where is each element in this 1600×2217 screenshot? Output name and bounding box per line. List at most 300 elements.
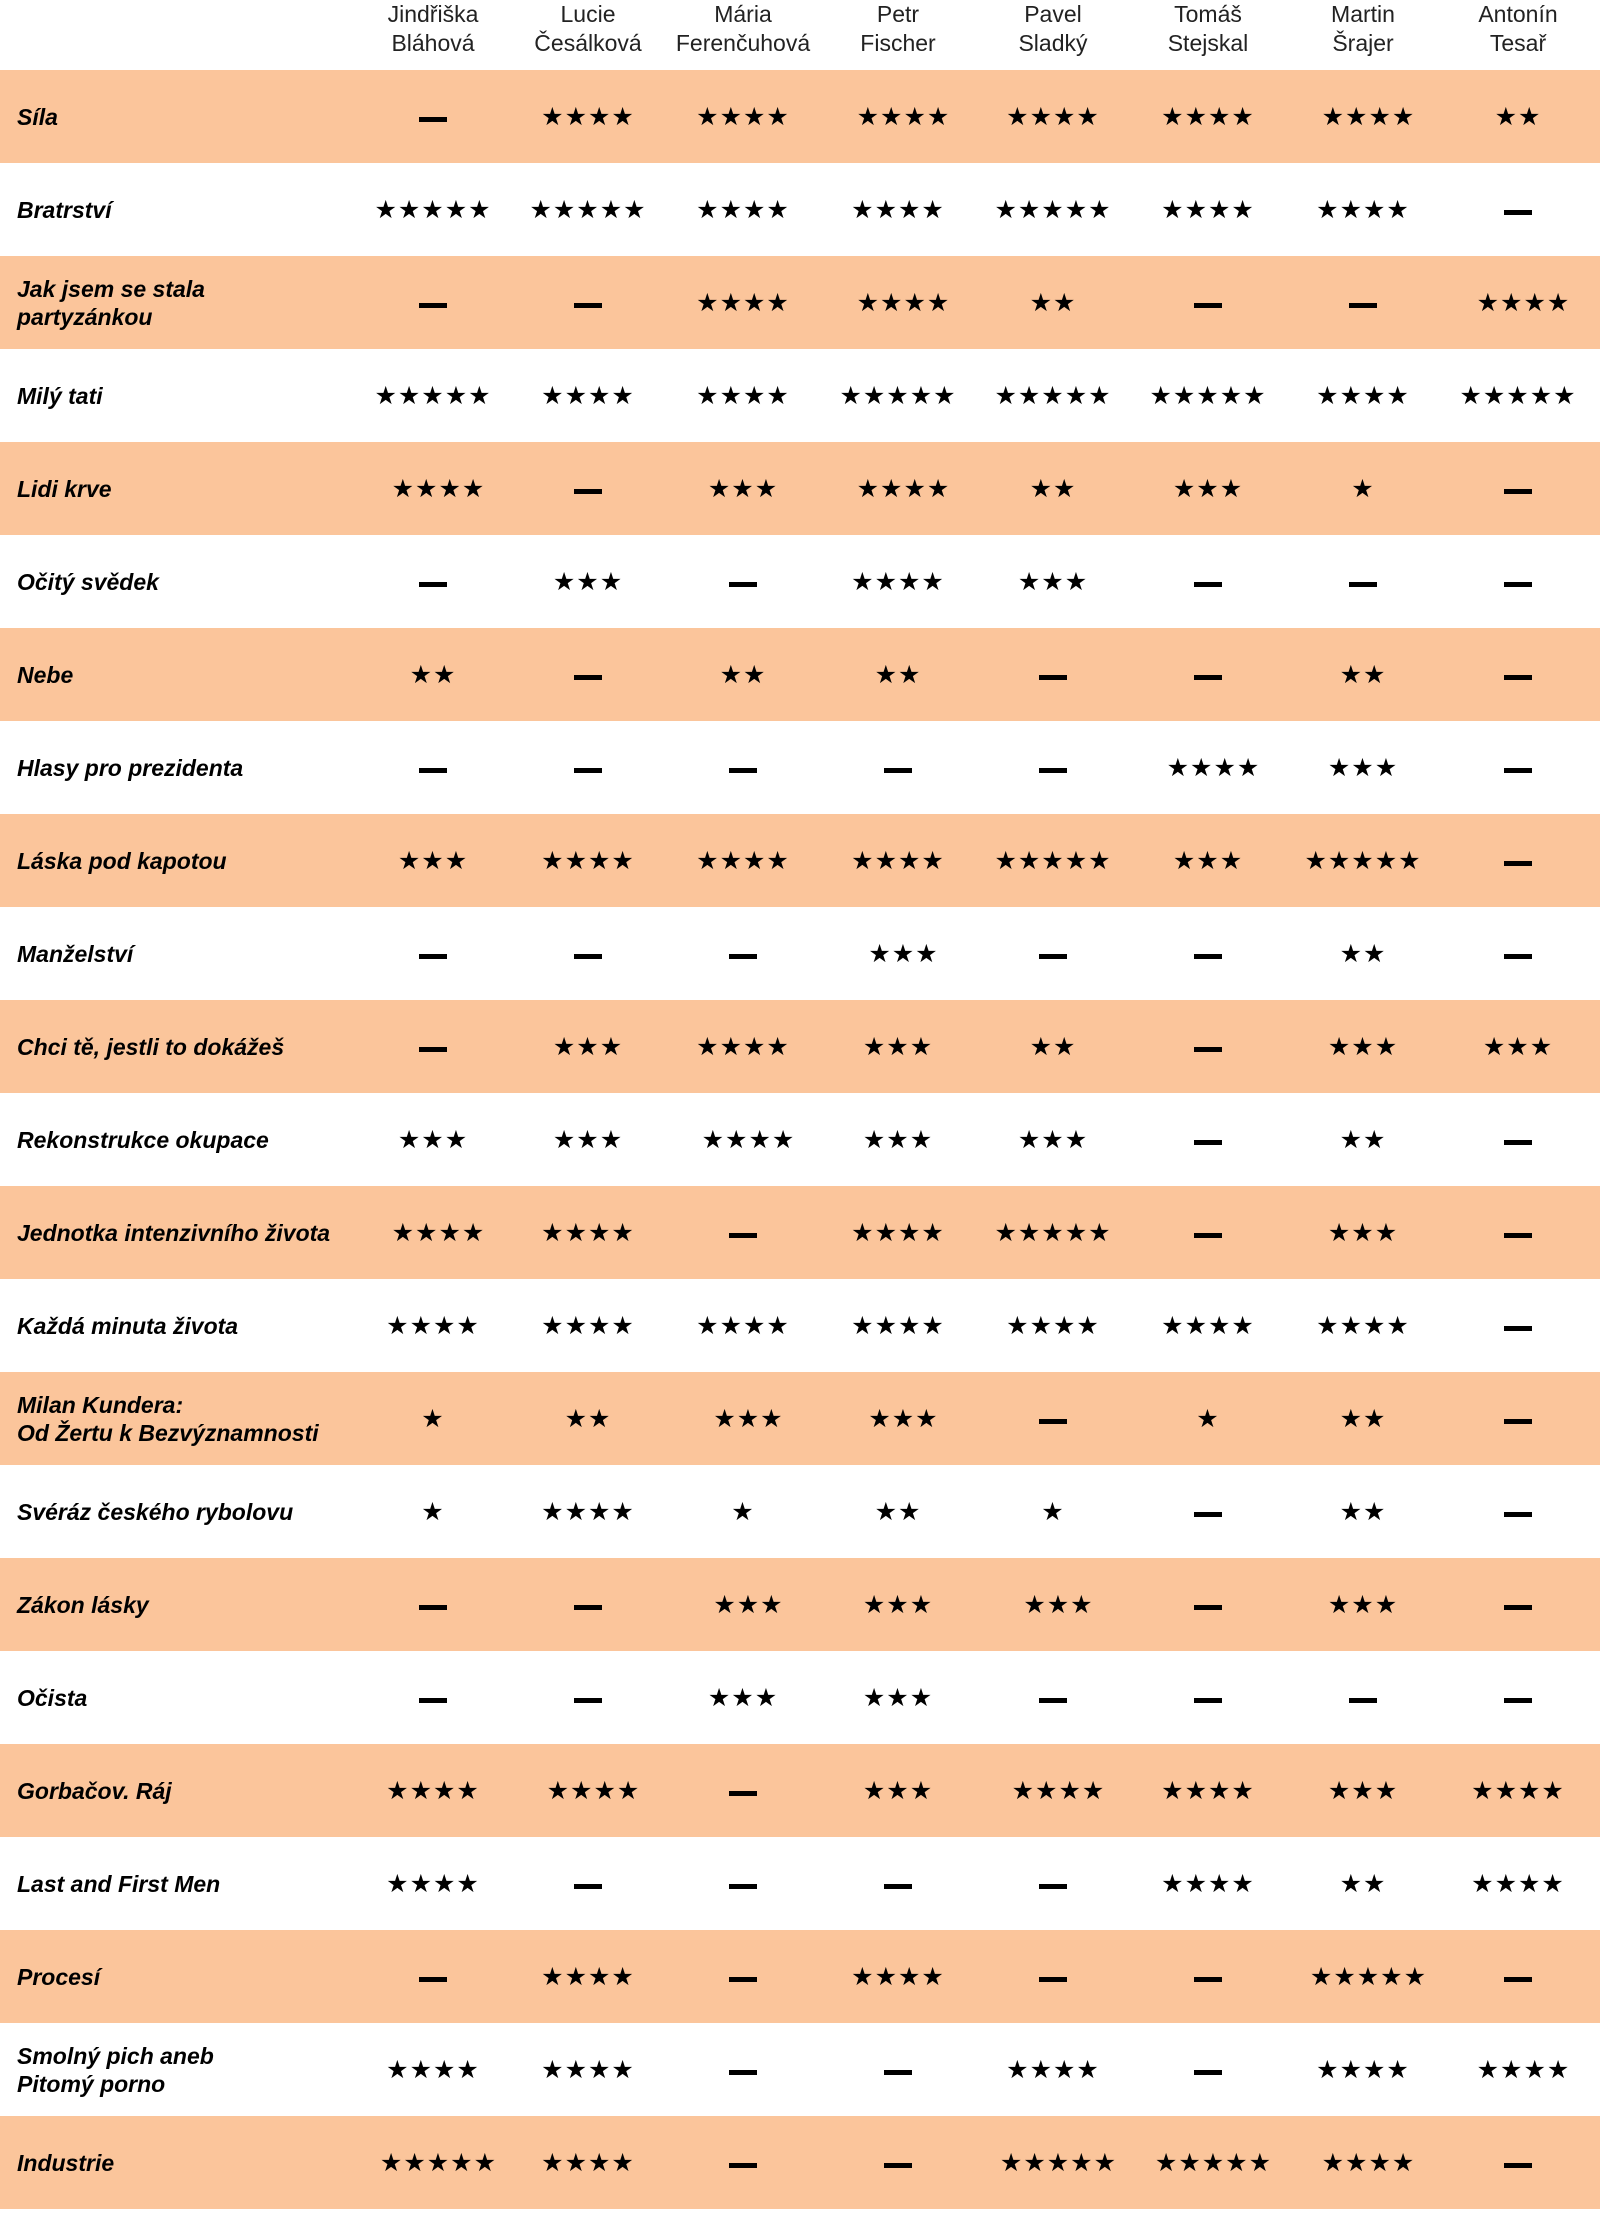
rating-cell [1130, 1930, 1286, 2023]
rating-cell [510, 535, 666, 628]
star-icon: ★ [1184, 1311, 1208, 1340]
star-icon: ★ [444, 846, 469, 875]
no-rating-dash-icon [884, 2070, 912, 2075]
rating-cell [665, 2023, 821, 2116]
rating-cell [1285, 1558, 1441, 1651]
star-icon: ★ [611, 2055, 635, 2084]
half-star-icon: ★ [760, 1590, 784, 1619]
half-star-icon: ★ [926, 102, 951, 131]
star-icon: ★ [421, 1125, 445, 1154]
star-icon: ★ [1208, 195, 1232, 224]
star-icon: ★ [1213, 753, 1237, 782]
critics-header [0, 0, 1600, 70]
star-icon: ★ [1327, 1032, 1352, 1061]
star-icon: ★ [1161, 102, 1185, 131]
rating-cell [1285, 1930, 1441, 2023]
star-icon: ★ [719, 102, 743, 131]
star-icon: ★ [1386, 1311, 1410, 1340]
critic-first-name: Tomáš [1174, 1, 1242, 27]
critic-last-name: Bláhová [391, 30, 475, 56]
star-icon: ★ [933, 381, 957, 410]
star-icon: ★ [588, 2148, 612, 2177]
no-rating-dash-icon [419, 1698, 447, 1703]
rating-cell [355, 1465, 511, 1558]
star-icon: ★ [1046, 2148, 1071, 2177]
no-rating-dash-icon [1194, 303, 1222, 308]
star-icon: ★ [1363, 1869, 1387, 1898]
star-icon: ★ [438, 1218, 462, 1247]
no-rating-dash-icon [574, 1605, 602, 1610]
no-rating-dash-icon [1194, 1698, 1222, 1703]
rating-cell [1130, 628, 1286, 721]
star-icon: ★ [1386, 381, 1410, 410]
star-icon: ★ [541, 1311, 565, 1340]
no-rating-dash-icon [1504, 1512, 1532, 1517]
rating-cell [665, 628, 821, 721]
rating-cell [1440, 1000, 1596, 1093]
half-star-icon: ★ [473, 2148, 498, 2177]
star-icon: ★ [588, 381, 612, 410]
star-icon: ★ [1064, 381, 1089, 410]
star-icon: ★ [1046, 1590, 1071, 1619]
no-rating-dash-icon [1504, 2163, 1532, 2168]
star-icon: ★ [1316, 2055, 1340, 2084]
rating-cell [1130, 1372, 1286, 1465]
rating-cell [1130, 70, 1286, 163]
rating-cell [1130, 1558, 1286, 1651]
half-star-icon: ★ [1070, 1590, 1094, 1619]
rating-cell [1285, 349, 1441, 442]
star-icon: ★ [1374, 1032, 1399, 1061]
rating-cell [820, 1837, 976, 1930]
rating-cell [1130, 1000, 1286, 1093]
star-icon: ★ [1523, 2055, 1547, 2084]
star-icon: ★ [696, 846, 720, 875]
star-icon: ★ [1529, 381, 1554, 410]
rating-cell [1130, 535, 1286, 628]
star-icon: ★ [1374, 753, 1399, 782]
star-icon: ★ [564, 1404, 588, 1433]
star-icon: ★ [552, 195, 577, 224]
star-icon: ★ [909, 1590, 934, 1619]
rating-cell [1130, 1186, 1286, 1279]
rating-cell [975, 1186, 1131, 1279]
star-icon: ★ [1368, 2148, 1392, 2177]
star-icon: ★ [743, 381, 767, 410]
star-icon: ★ [921, 195, 945, 224]
rating-cell [820, 1930, 976, 2023]
star-icon: ★ [1231, 1869, 1255, 1898]
star-icon: ★ [529, 195, 553, 224]
no-rating-dash-icon [1504, 1977, 1532, 1982]
film-title: Procesí [17, 1963, 101, 1990]
rating-cell [665, 1465, 821, 1558]
star-icon: ★ [999, 2148, 1024, 2177]
star-icon: ★ [433, 1776, 457, 1805]
star-icon: ★ [576, 1125, 600, 1154]
star-icon: ★ [570, 1776, 594, 1805]
rating-cell [820, 2023, 976, 2116]
star-icon: ★ [386, 2055, 410, 2084]
rating-cell [1285, 1000, 1441, 1093]
star-icon: ★ [1219, 474, 1244, 503]
rating-cell [1130, 2023, 1286, 2116]
star-icon: ★ [891, 1404, 916, 1433]
rating-cell [1440, 535, 1596, 628]
rating-cell [1440, 349, 1596, 442]
star-icon: ★ [743, 288, 767, 317]
star-icon: ★ [1053, 2055, 1077, 2084]
star-icon: ★ [1172, 381, 1197, 410]
rating-cell [975, 1744, 1131, 1837]
rating-cell [1440, 814, 1596, 907]
star-icon: ★ [1041, 195, 1065, 224]
rating-cell [355, 1930, 511, 2023]
star-icon: ★ [1196, 381, 1220, 410]
rating-cell [355, 1837, 511, 1930]
star-icon: ★ [1374, 846, 1399, 875]
star-icon: ★ [1196, 474, 1220, 503]
star-icon: ★ [1219, 381, 1244, 410]
rating-cell [355, 256, 511, 349]
critic-header [1130, 0, 1286, 58]
star-icon: ★ [886, 1590, 910, 1619]
rating-cell [975, 1837, 1131, 1930]
table-row [0, 1186, 1600, 1279]
rating-cell [975, 1651, 1131, 1744]
star-icon: ★ [886, 1683, 910, 1712]
star-icon: ★ [856, 474, 881, 503]
critic-last-name: Fischer [860, 30, 936, 56]
rating-cell [665, 721, 821, 814]
rating-cell [665, 1744, 821, 1837]
no-rating-dash-icon [729, 1791, 757, 1796]
rating-cell [975, 2116, 1131, 2209]
no-rating-dash-icon [1349, 303, 1377, 308]
no-rating-dash-icon [1194, 582, 1222, 587]
star-icon: ★ [766, 195, 790, 224]
half-star-icon: ★ [926, 288, 951, 317]
no-rating-dash-icon [729, 2163, 757, 2168]
film-title: Zákon lásky [17, 1591, 149, 1618]
star-icon: ★ [541, 2148, 565, 2177]
star-icon: ★ [576, 1032, 600, 1061]
rating-cell [665, 1837, 821, 1930]
no-rating-dash-icon [729, 582, 757, 587]
critic-first-name: Jindřiška [387, 1, 479, 27]
rating-cell [665, 535, 821, 628]
star-icon: ★ [754, 1683, 779, 1712]
star-icon: ★ [386, 1311, 410, 1340]
star-icon: ★ [1506, 1032, 1530, 1061]
star-icon: ★ [1029, 2055, 1053, 2084]
rating-cell [665, 907, 821, 1000]
rating-cell [510, 1000, 666, 1093]
no-rating-dash-icon [884, 1884, 912, 1889]
critic-first-name: Pavel [1024, 1, 1082, 27]
rating-cell [820, 442, 976, 535]
star-icon: ★ [576, 567, 600, 596]
rating-cell [1130, 1837, 1286, 1930]
rating-cell [355, 1651, 511, 1744]
star-icon: ★ [743, 1032, 767, 1061]
star-icon: ★ [874, 846, 898, 875]
table-row [0, 535, 1600, 628]
star-icon: ★ [851, 1311, 875, 1340]
star-icon: ★ [994, 195, 1018, 224]
star-icon: ★ [599, 195, 624, 224]
star-icon: ★ [898, 1218, 922, 1247]
star-icon: ★ [874, 1962, 898, 1991]
star-icon: ★ [1506, 381, 1530, 410]
rating-cell [1440, 1093, 1596, 1186]
star-icon: ★ [743, 1311, 767, 1340]
film-title: Rekonstrukce okupace [17, 1126, 269, 1153]
star-icon: ★ [421, 195, 445, 224]
star-icon: ★ [588, 1311, 612, 1340]
star-icon: ★ [1064, 846, 1089, 875]
no-rating-dash-icon [729, 1977, 757, 1982]
no-rating-dash-icon [1504, 1698, 1532, 1703]
star-icon: ★ [409, 1776, 433, 1805]
rating-cell [665, 349, 821, 442]
rating-cell [1285, 1372, 1441, 1465]
star-icon: ★ [409, 2055, 433, 2084]
no-rating-dash-icon [1194, 1977, 1222, 1982]
star-icon: ★ [1363, 2055, 1387, 2084]
rating-cell [355, 2116, 511, 2209]
star-icon: ★ [1351, 1776, 1375, 1805]
no-rating-dash-icon [1039, 1884, 1067, 1889]
star-icon: ★ [552, 1032, 577, 1061]
rating-cell [975, 2023, 1131, 2116]
star-icon: ★ [1017, 1218, 1042, 1247]
star-icon: ★ [409, 1869, 433, 1898]
star-icon: ★ [611, 102, 635, 131]
star-icon: ★ [374, 381, 398, 410]
star-icon: ★ [719, 1032, 743, 1061]
star-icon: ★ [1196, 1404, 1220, 1433]
star-icon: ★ [611, 381, 635, 410]
critic-header [510, 0, 666, 58]
star-icon: ★ [874, 1311, 898, 1340]
star-icon: ★ [719, 288, 743, 317]
rating-cell [1285, 1279, 1441, 1372]
rating-cell [510, 256, 666, 349]
rating-cell [1130, 721, 1286, 814]
table-row [0, 721, 1600, 814]
critic-header [1440, 0, 1596, 58]
star-icon: ★ [1053, 474, 1077, 503]
rating-cell [1285, 2116, 1441, 2209]
star-icon: ★ [696, 195, 720, 224]
star-icon: ★ [1017, 567, 1042, 596]
rating-cell [355, 907, 511, 1000]
rating-cell [820, 1372, 976, 1465]
rating-cell [1285, 814, 1441, 907]
rating-cell [665, 1279, 821, 1372]
star-icon: ★ [909, 1776, 934, 1805]
star-icon: ★ [851, 1962, 875, 1991]
star-icon: ★ [856, 102, 881, 131]
star-icon: ★ [541, 2055, 565, 2084]
star-icon: ★ [588, 1497, 612, 1526]
star-icon: ★ [1029, 1032, 1053, 1061]
table-row [0, 2023, 1600, 2116]
star-icon: ★ [707, 474, 732, 503]
film-title: Chci tě, jestli to dokážeš [17, 1033, 285, 1060]
star-icon: ★ [1339, 939, 1363, 968]
rating-cell [510, 1465, 666, 1558]
rating-cell [510, 442, 666, 535]
critic-last-name: Stejskal [1167, 30, 1249, 56]
star-icon: ★ [409, 660, 433, 689]
rating-cell [820, 1093, 976, 1186]
star-icon: ★ [743, 660, 767, 689]
star-icon: ★ [1518, 1776, 1542, 1805]
star-icon: ★ [886, 1776, 910, 1805]
table-row [0, 1000, 1600, 1093]
rating-cell [1440, 1372, 1596, 1465]
star-icon: ★ [1029, 1311, 1053, 1340]
rating-cell [510, 2023, 666, 2116]
star-icon: ★ [1529, 1032, 1554, 1061]
star-icon: ★ [1064, 1218, 1089, 1247]
table-row [0, 1930, 1600, 2023]
star-icon: ★ [898, 195, 922, 224]
no-rating-dash-icon [574, 954, 602, 959]
rating-cell [1130, 814, 1286, 907]
star-icon: ★ [719, 846, 743, 875]
rating-cell [1285, 256, 1441, 349]
no-rating-dash-icon [1194, 1233, 1222, 1238]
star-icon: ★ [1351, 1218, 1375, 1247]
star-icon: ★ [576, 195, 600, 224]
rating-cell [975, 814, 1131, 907]
half-star-icon: ★ [926, 474, 951, 503]
star-icon: ★ [564, 381, 588, 410]
star-icon: ★ [886, 1032, 910, 1061]
star-icon: ★ [898, 1311, 922, 1340]
star-icon: ★ [766, 1032, 790, 1061]
star-icon: ★ [1023, 2148, 1047, 2177]
star-icon: ★ [611, 1311, 635, 1340]
star-icon: ★ [588, 846, 612, 875]
star-icon: ★ [1316, 195, 1340, 224]
rating-cell [975, 1279, 1131, 1372]
rating-cell [510, 814, 666, 907]
star-icon: ★ [541, 1218, 565, 1247]
rating-cell [510, 628, 666, 721]
star-icon: ★ [1023, 1590, 1047, 1619]
star-icon: ★ [1231, 102, 1255, 131]
no-rating-dash-icon [729, 768, 757, 773]
star-icon: ★ [903, 102, 927, 131]
star-icon: ★ [599, 1032, 624, 1061]
star-icon: ★ [1398, 846, 1422, 875]
star-icon: ★ [1339, 1404, 1363, 1433]
rating-cell [665, 442, 821, 535]
film-title: Gorbačov. Ráj [17, 1777, 172, 1804]
no-rating-dash-icon [1039, 1698, 1067, 1703]
no-rating-dash-icon [419, 1047, 447, 1052]
rating-cell [355, 1558, 511, 1651]
rating-cell [510, 70, 666, 163]
rating-cell [1440, 442, 1596, 535]
star-icon: ★ [374, 195, 398, 224]
star-icon: ★ [1053, 1311, 1077, 1340]
rating-cell [820, 814, 976, 907]
critic-header [820, 0, 976, 58]
star-icon: ★ [1041, 1497, 1065, 1526]
star-icon: ★ [874, 195, 898, 224]
rating-cell [355, 628, 511, 721]
table-row [0, 163, 1600, 256]
star-icon: ★ [1339, 1311, 1363, 1340]
star-icon: ★ [450, 2148, 474, 2177]
star-icon: ★ [719, 660, 743, 689]
star-icon: ★ [909, 381, 934, 410]
star-icon: ★ [898, 846, 922, 875]
no-rating-dash-icon [1504, 954, 1532, 959]
star-icon: ★ [1231, 1776, 1255, 1805]
rating-cell [1440, 628, 1596, 721]
no-rating-dash-icon [419, 117, 447, 122]
no-rating-dash-icon [574, 489, 602, 494]
star-icon: ★ [433, 2055, 457, 2084]
no-rating-dash-icon [419, 1977, 447, 1982]
rating-cell [1130, 1651, 1286, 1744]
star-icon: ★ [743, 846, 767, 875]
star-icon: ★ [1351, 474, 1375, 503]
rating-cell [820, 256, 976, 349]
star-icon: ★ [1356, 1962, 1381, 1991]
rating-cell [820, 70, 976, 163]
star-icon: ★ [1231, 195, 1255, 224]
star-icon: ★ [1041, 1218, 1065, 1247]
no-rating-dash-icon [1194, 1512, 1222, 1517]
rating-cell [820, 721, 976, 814]
critic-first-name: Mária [714, 1, 772, 27]
star-icon: ★ [1374, 1590, 1399, 1619]
star-icon: ★ [874, 1218, 898, 1247]
star-icon: ★ [994, 381, 1018, 410]
rating-cell [1440, 907, 1596, 1000]
rating-cell [665, 256, 821, 349]
no-rating-dash-icon [419, 1605, 447, 1610]
star-icon: ★ [766, 846, 790, 875]
star-icon: ★ [766, 102, 790, 131]
no-rating-dash-icon [1194, 1140, 1222, 1145]
rating-cell [665, 814, 821, 907]
rating-cell [1285, 1744, 1441, 1837]
no-rating-dash-icon [1039, 675, 1067, 680]
star-icon: ★ [379, 2148, 404, 2177]
star-icon: ★ [1178, 2148, 1202, 2177]
rating-cell [665, 163, 821, 256]
film-rows [0, 70, 1600, 2209]
star-icon: ★ [1041, 846, 1065, 875]
table-row [0, 814, 1600, 907]
film-title: Industrie [17, 2149, 115, 2176]
star-icon: ★ [552, 567, 577, 596]
star-icon: ★ [564, 1218, 588, 1247]
half-star-icon: ★ [461, 1218, 486, 1247]
star-icon: ★ [611, 1497, 635, 1526]
rating-cell [1285, 1093, 1441, 1186]
star-icon: ★ [707, 1683, 732, 1712]
rating-cell [510, 349, 666, 442]
